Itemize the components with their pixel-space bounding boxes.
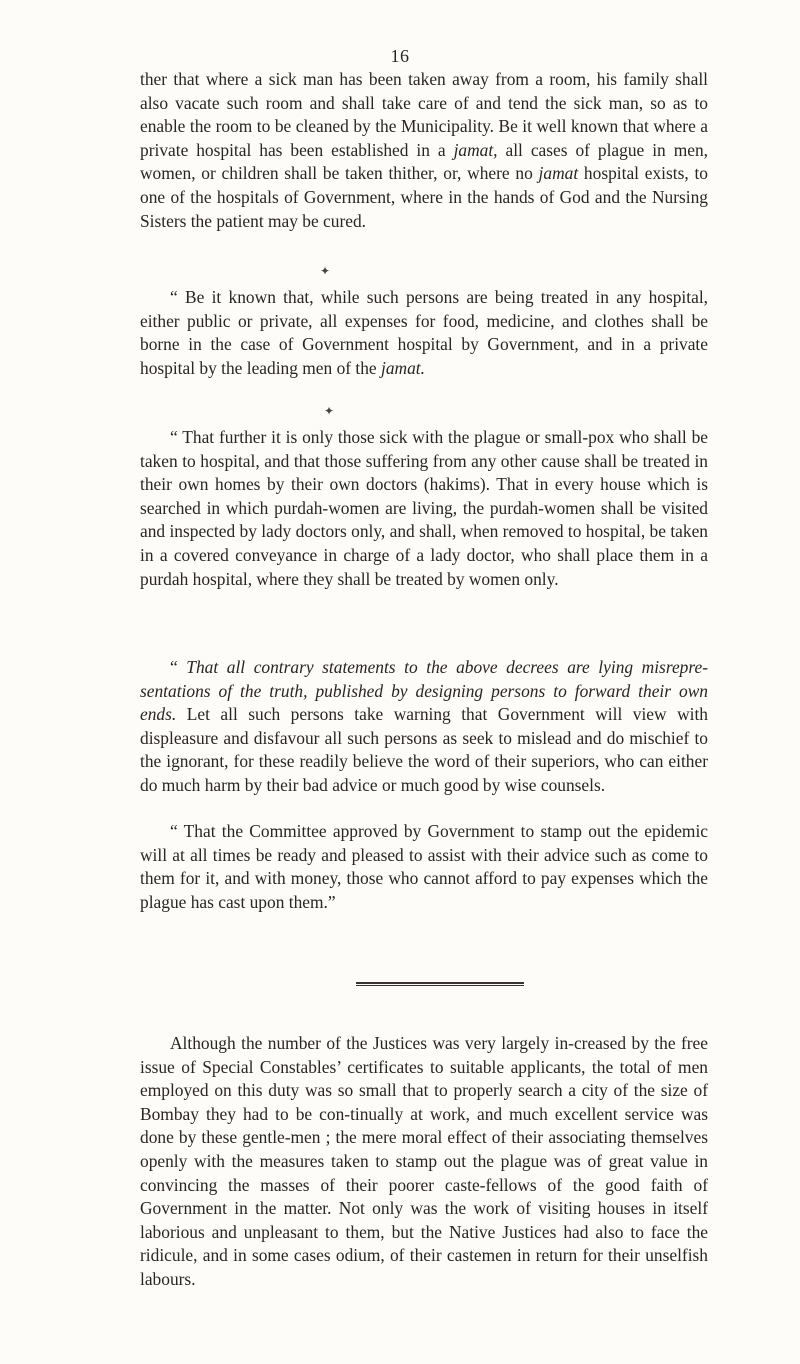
paragraph-text: ther that where a sick man has been taken away from a room, his family shall also vacate such room and shall take care of and tend the sick man, so as to enable the room to be cleaned by the Municipality. Be it well known that where a private hospital has been established in a <box>140 69 708 160</box>
paragraph-text: Let all such persons take warning that Government will view with displeasure and disfavour all such persons as seek to mislead and do mischief to the ignorant, for these readily believe the word of their superiors, who can either do much harm by their bad advice or much good by wise counsels. <box>140 704 708 795</box>
paragraph-continuation <box>140 68 708 233</box>
printer-mark: ✦ <box>324 404 335 418</box>
paragraph-committee: “ That the Committee approved by Government to stamp out the epidemic will at all times be ready and pleased to assist with their advice such as come to them for it, and with money, those who cannot afford to pay expenses which the plague has cast upon them.” <box>140 821 708 912</box>
paragraph-emphasis: jamat <box>538 163 579 184</box>
paragraph-emphasis: jamat, <box>453 139 498 160</box>
paragraph-text: hospital exists, to one of the hospitals of Government, where in the hands of God and the Nursing Sisters the patient may be cured. <box>140 163 708 231</box>
paragraph-emphasis: That all contrary statements to the above decrees are lying misrepre-sentations of the truth, published by designing persons to forward their own ends. <box>140 657 708 725</box>
paragraph-purdah-women: “ That further it is only those sick with the plague or small-pox who shall be taken to hospital, and that those suffering from any other cause shall be treated in their own homes by their own doctors (hakims). That in every house which is searched in which purdah-women are living, the purdah-women shall be visited and inspected by lady doctors only, and shall, when removed to hospital, be taken in a covered conveyance in charge of a lady doctor, who shall place them in a purdah hospital, where they shall be treated by women only. <box>140 427 708 589</box>
section-divider <box>356 982 524 986</box>
paragraph-text: “ Be it known that, while such persons are being treated in any hospital, either public or private, all expenses for food, medicine, and clothes shall be borne in the case of Government hospital by Government, and in a private hospital by the leading men of the <box>140 287 708 378</box>
paragraph-contrary-statements <box>140 656 708 798</box>
page-number: 16 <box>390 46 410 66</box>
paragraph-text: “ <box>170 657 187 677</box>
paragraph-text: all cases of plague in men, women, or children shall be taken thither, or, where no <box>140 139 708 184</box>
paragraph-hospital-expenses <box>140 286 708 380</box>
printer-mark: ✦ <box>320 264 331 278</box>
paragraph-justices: Although the number of the Justices was very largely in-creased by the free issue of Special Constables’ certificates to suitable applicants, the total of men employed on this duty was so small that to properly search a city of the size of Bombay they had to be con-tinually at work, and much excellent service was done by these gentle-men ; the mere moral effect of their associating themselves openly with the measures taken to stamp out the plague was of great value in convincing the masses of their poorer caste-fellows of the good faith of Government in the matter. Not only was the work of visiting houses in itself laborious and unpleasant to them, but the Native Justices had also to face the ridicule, and in some cases odium, of their castemen in return for their unselfish labours. <box>140 1033 708 1289</box>
paragraph-emphasis: jamat. <box>381 357 425 378</box>
